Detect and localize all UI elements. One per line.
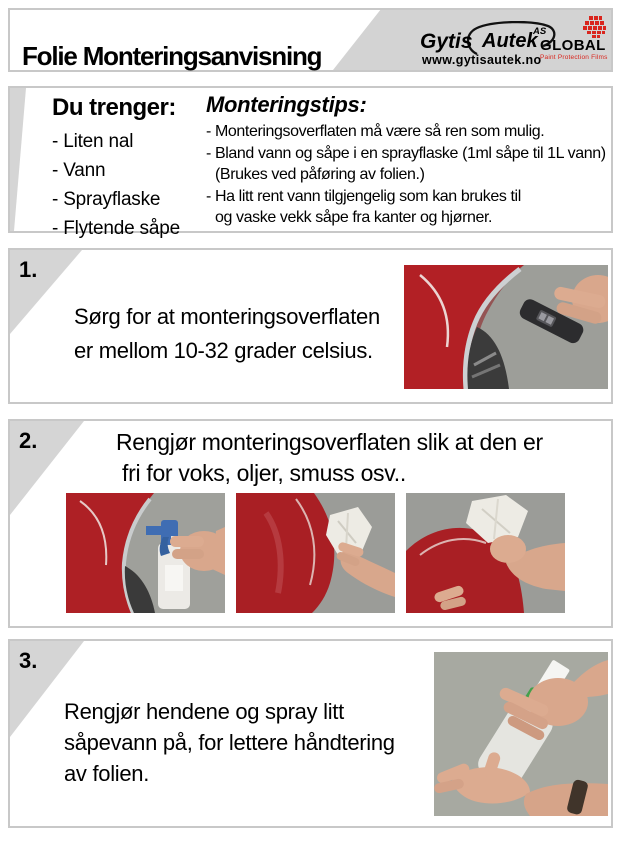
- tip-line: - Ha litt rent vann tilgjengelig som kan brukes til: [206, 187, 521, 205]
- materials-column: [52, 94, 180, 243]
- list-item: - Flytende såpe: [52, 218, 180, 239]
- list-item: - Vann: [52, 160, 106, 181]
- wipe-photo-graphic: [236, 493, 395, 613]
- step-2-photo-row: [66, 493, 565, 613]
- wiping-fender-cloth-photo: [406, 493, 565, 613]
- global-logo-tagline: Paint Protection Films: [540, 54, 608, 61]
- tip-line: - Monteringsoverflaten må være så ren som mulig.: [206, 123, 545, 140]
- brand-suffix: AS: [533, 26, 547, 37]
- thermometer-at-red-car-photo: [404, 265, 608, 389]
- materials-list: [52, 127, 180, 243]
- step-number: 2.: [19, 428, 38, 453]
- list-item: - Sprayflaske: [52, 189, 161, 210]
- text-line: såpevann på, for lettere håndtering: [64, 730, 395, 755]
- wipe2-photo-graphic: [406, 493, 565, 613]
- spraying-soap-on-hand-photo: [434, 652, 608, 816]
- wiping-panel-cloth-photo: [236, 493, 395, 613]
- text-line: Sørg for at monteringsoverflaten: [74, 304, 380, 329]
- tip-line: (Brukes ved påføring av folien.): [215, 166, 425, 183]
- page-title: Folie Monteringsanvisning: [22, 41, 322, 72]
- materials-and-tips-section: [8, 86, 613, 239]
- global-logo-name: GLOBAL: [540, 37, 606, 54]
- thermometer-photo-graphic: [404, 265, 608, 389]
- text-line: fri for voks, oljer, smuss osv..: [122, 460, 406, 486]
- globe-icon: [580, 16, 608, 38]
- text-line: Rengjør hendene og spray litt: [64, 699, 344, 724]
- soap-photo-graphic: [434, 652, 608, 816]
- left-accent-sliver: [10, 88, 26, 231]
- spray-photo-graphic: [66, 493, 225, 613]
- spray-bottle-on-bumper-photo: [66, 493, 225, 613]
- tips-title: Monteringstips:: [206, 92, 367, 117]
- materials-title: Du trenger:: [52, 94, 176, 121]
- brand-name-2: Autek: [482, 30, 538, 52]
- brand-website: www.gytisautek.no: [422, 53, 542, 67]
- step-3-text: [64, 696, 395, 789]
- step-number: 1.: [19, 257, 38, 282]
- text-line: Rengjør monteringsoverflaten slik at den er: [116, 429, 543, 455]
- gytis-autek-logo: [420, 21, 558, 67]
- global-logo: [540, 16, 610, 70]
- brand-name-1: Gytis: [420, 30, 473, 53]
- tip-line: og vaske vekk såpe fra kanter og hjørner.: [215, 209, 493, 226]
- text-line: av folien.: [64, 761, 150, 786]
- step-2-section: [8, 419, 613, 628]
- step-3-section: [8, 639, 613, 828]
- tip-line: - Bland vann og såpe i en sprayflaske (1ml såpe til 1L vann): [206, 144, 606, 162]
- header: [8, 8, 613, 72]
- tips-column: [206, 92, 608, 229]
- step-2-text: [116, 427, 543, 489]
- step-number: 3.: [19, 648, 38, 673]
- tips-list: [206, 121, 608, 229]
- step-1-text: [74, 300, 380, 368]
- step-1-section: [8, 248, 613, 404]
- list-item: - Liten nal: [52, 131, 134, 152]
- text-line: er mellom 10-32 grader celsius.: [74, 338, 373, 363]
